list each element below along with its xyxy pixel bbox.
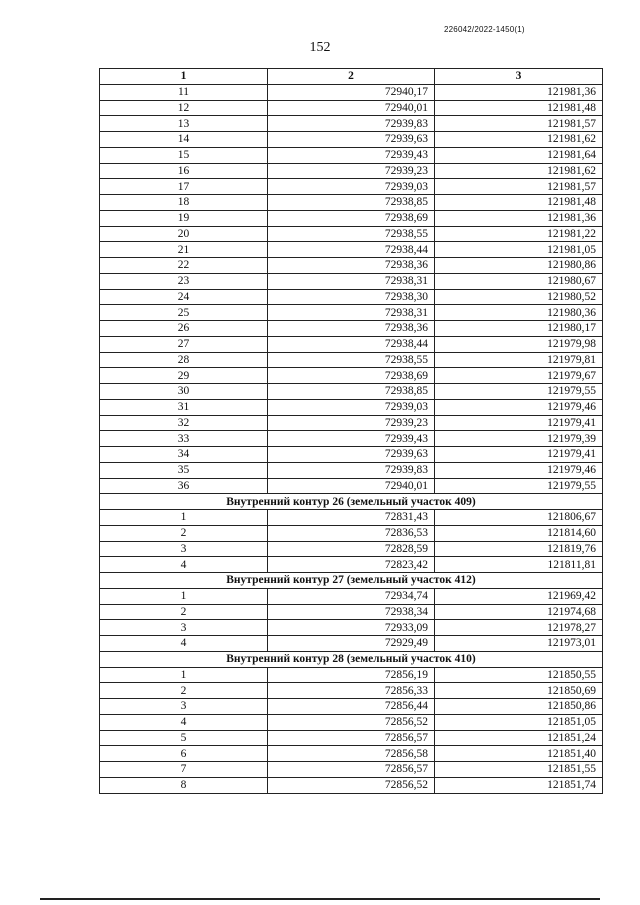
y-coordinate-cell: 121979,46 [435,462,603,478]
x-coordinate-cell: 72938,69 [268,368,435,384]
x-coordinate-cell: 72938,36 [268,321,435,337]
table-row [100,368,603,384]
section-header-row [100,651,603,667]
point-number-cell: 36 [100,478,268,494]
table-row [100,699,603,715]
x-coordinate-cell: 72939,43 [268,147,435,163]
point-number-cell: 35 [100,462,268,478]
table-row [100,305,603,321]
point-number-cell: 25 [100,305,268,321]
point-number-cell: 15 [100,147,268,163]
y-coordinate-cell: 121806,67 [435,510,603,526]
x-coordinate-cell: 72938,34 [268,604,435,620]
y-coordinate-cell: 121981,05 [435,242,603,258]
point-number-cell: 4 [100,557,268,573]
table-row [100,132,603,148]
point-number-cell: 34 [100,447,268,463]
x-coordinate-cell: 72831,43 [268,510,435,526]
y-coordinate-cell: 121981,57 [435,116,603,132]
page-number: 152 [309,40,331,55]
x-coordinate-cell: 72939,23 [268,415,435,431]
y-coordinate-cell: 121851,24 [435,730,603,746]
section-title: Внутренний контур 28 (земельный участок 410) [100,651,603,667]
x-coordinate-cell: 72938,44 [268,242,435,258]
table-row [100,683,603,699]
y-coordinate-cell: 121979,41 [435,415,603,431]
y-coordinate-cell: 121979,81 [435,352,603,368]
table-row [100,447,603,463]
point-number-cell: 4 [100,714,268,730]
y-coordinate-cell: 121979,39 [435,431,603,447]
point-number-cell: 18 [100,195,268,211]
point-number-cell: 11 [100,84,268,100]
point-number-cell: 33 [100,431,268,447]
point-number-cell: 16 [100,163,268,179]
y-coordinate-cell: 121979,55 [435,478,603,494]
table-row [100,636,603,652]
column-header-1: 1 [100,69,268,85]
point-number-cell: 31 [100,399,268,415]
x-coordinate-cell: 72938,31 [268,273,435,289]
point-number-cell: 2 [100,525,268,541]
table-row [100,273,603,289]
y-coordinate-cell: 121979,46 [435,399,603,415]
table-row [100,258,603,274]
table-header-row [100,69,603,85]
x-coordinate-cell: 72938,36 [268,258,435,274]
table-row [100,588,603,604]
table-row [100,762,603,778]
y-coordinate-cell: 121979,41 [435,447,603,463]
x-coordinate-cell: 72939,23 [268,163,435,179]
point-number-cell: 22 [100,258,268,274]
y-coordinate-cell: 121981,62 [435,132,603,148]
table-row [100,478,603,494]
y-coordinate-cell: 121980,67 [435,273,603,289]
point-number-cell: 27 [100,336,268,352]
x-coordinate-cell: 72938,85 [268,195,435,211]
point-number-cell: 8 [100,777,268,793]
point-number-cell: 32 [100,415,268,431]
table-row [100,541,603,557]
y-coordinate-cell: 121814,60 [435,525,603,541]
y-coordinate-cell: 121980,52 [435,289,603,305]
x-coordinate-cell: 72939,63 [268,132,435,148]
x-coordinate-cell: 72856,58 [268,746,435,762]
point-number-cell: 23 [100,273,268,289]
point-number-cell: 2 [100,604,268,620]
y-coordinate-cell: 121980,36 [435,305,603,321]
point-number-cell: 1 [100,510,268,526]
table-row [100,510,603,526]
point-number-cell: 3 [100,620,268,636]
table-row [100,226,603,242]
point-number-cell: 19 [100,210,268,226]
y-coordinate-cell: 121980,17 [435,321,603,337]
table-row [100,746,603,762]
x-coordinate-cell: 72938,85 [268,384,435,400]
x-coordinate-cell: 72934,74 [268,588,435,604]
point-number-cell: 12 [100,100,268,116]
x-coordinate-cell: 72856,57 [268,762,435,778]
y-coordinate-cell: 121851,74 [435,777,603,793]
y-coordinate-cell: 121981,57 [435,179,603,195]
point-number-cell: 29 [100,368,268,384]
column-header-3: 3 [435,69,603,85]
y-coordinate-cell: 121850,69 [435,683,603,699]
point-number-cell: 13 [100,116,268,132]
table-row [100,431,603,447]
y-coordinate-cell: 121850,55 [435,667,603,683]
x-coordinate-cell: 72938,31 [268,305,435,321]
table-row [100,163,603,179]
section-header-row [100,573,603,589]
table-row [100,100,603,116]
y-coordinate-cell: 121851,55 [435,762,603,778]
coordinates-table [99,68,603,794]
table-row [100,399,603,415]
table-row [100,604,603,620]
y-coordinate-cell: 121811,81 [435,557,603,573]
point-number-cell: 26 [100,321,268,337]
x-coordinate-cell: 72836,53 [268,525,435,541]
table-row [100,242,603,258]
table-row [100,84,603,100]
table-row [100,714,603,730]
table-row [100,336,603,352]
column-header-2: 2 [268,69,435,85]
x-coordinate-cell: 72856,52 [268,777,435,793]
table-row [100,557,603,573]
x-coordinate-cell: 72823,42 [268,557,435,573]
y-coordinate-cell: 121981,48 [435,195,603,211]
section-title: Внутренний контур 27 (земельный участок 412) [100,573,603,589]
x-coordinate-cell: 72939,43 [268,431,435,447]
x-coordinate-cell: 72856,57 [268,730,435,746]
x-coordinate-cell: 72940,01 [268,478,435,494]
x-coordinate-cell: 72828,59 [268,541,435,557]
point-number-cell: 30 [100,384,268,400]
y-coordinate-cell: 121979,55 [435,384,603,400]
y-coordinate-cell: 121981,48 [435,100,603,116]
table-row [100,415,603,431]
point-number-cell: 6 [100,746,268,762]
y-coordinate-cell: 121851,40 [435,746,603,762]
table-row [100,116,603,132]
document-registration-number: 226042/2022-1450(1) [444,25,525,34]
point-number-cell: 1 [100,667,268,683]
y-coordinate-cell: 121980,86 [435,258,603,274]
x-coordinate-cell: 72856,52 [268,714,435,730]
table-row [100,352,603,368]
point-number-cell: 14 [100,132,268,148]
y-coordinate-cell: 121981,62 [435,163,603,179]
table-row [100,620,603,636]
x-coordinate-cell: 72939,03 [268,399,435,415]
x-coordinate-cell: 72939,63 [268,447,435,463]
point-number-cell: 24 [100,289,268,305]
table-row [100,321,603,337]
y-coordinate-cell: 121979,98 [435,336,603,352]
point-number-cell: 7 [100,762,268,778]
y-coordinate-cell: 121850,86 [435,699,603,715]
y-coordinate-cell: 121981,22 [435,226,603,242]
table-row [100,210,603,226]
table-row [100,195,603,211]
y-coordinate-cell: 121969,42 [435,588,603,604]
x-coordinate-cell: 72856,19 [268,667,435,683]
y-coordinate-cell: 121974,68 [435,604,603,620]
x-coordinate-cell: 72940,17 [268,84,435,100]
x-coordinate-cell: 72856,44 [268,699,435,715]
point-number-cell: 20 [100,226,268,242]
table-row [100,179,603,195]
y-coordinate-cell: 121819,76 [435,541,603,557]
x-coordinate-cell: 72938,69 [268,210,435,226]
x-coordinate-cell: 72940,01 [268,100,435,116]
point-number-cell: 1 [100,588,268,604]
coordinates-table-body [100,69,603,794]
point-number-cell: 21 [100,242,268,258]
table-row [100,667,603,683]
point-number-cell: 5 [100,730,268,746]
point-number-cell: 17 [100,179,268,195]
bottom-divider [40,898,600,900]
y-coordinate-cell: 121981,36 [435,84,603,100]
x-coordinate-cell: 72938,44 [268,336,435,352]
x-coordinate-cell: 72929,49 [268,636,435,652]
y-coordinate-cell: 121978,27 [435,620,603,636]
table-row [100,384,603,400]
y-coordinate-cell: 121979,67 [435,368,603,384]
table-row [100,777,603,793]
x-coordinate-cell: 72939,03 [268,179,435,195]
y-coordinate-cell: 121981,64 [435,147,603,163]
y-coordinate-cell: 121851,05 [435,714,603,730]
y-coordinate-cell: 121973,01 [435,636,603,652]
x-coordinate-cell: 72856,33 [268,683,435,699]
x-coordinate-cell: 72933,09 [268,620,435,636]
x-coordinate-cell: 72939,83 [268,462,435,478]
point-number-cell: 3 [100,541,268,557]
table-row [100,289,603,305]
x-coordinate-cell: 72939,83 [268,116,435,132]
table-row [100,525,603,541]
table-row [100,462,603,478]
x-coordinate-cell: 72938,55 [268,352,435,368]
point-number-cell: 3 [100,699,268,715]
section-header-row [100,494,603,510]
table-row [100,730,603,746]
table-row [100,147,603,163]
y-coordinate-cell: 121981,36 [435,210,603,226]
x-coordinate-cell: 72938,55 [268,226,435,242]
point-number-cell: 28 [100,352,268,368]
point-number-cell: 4 [100,636,268,652]
section-title: Внутренний контур 26 (земельный участок 409) [100,494,603,510]
point-number-cell: 2 [100,683,268,699]
x-coordinate-cell: 72938,30 [268,289,435,305]
